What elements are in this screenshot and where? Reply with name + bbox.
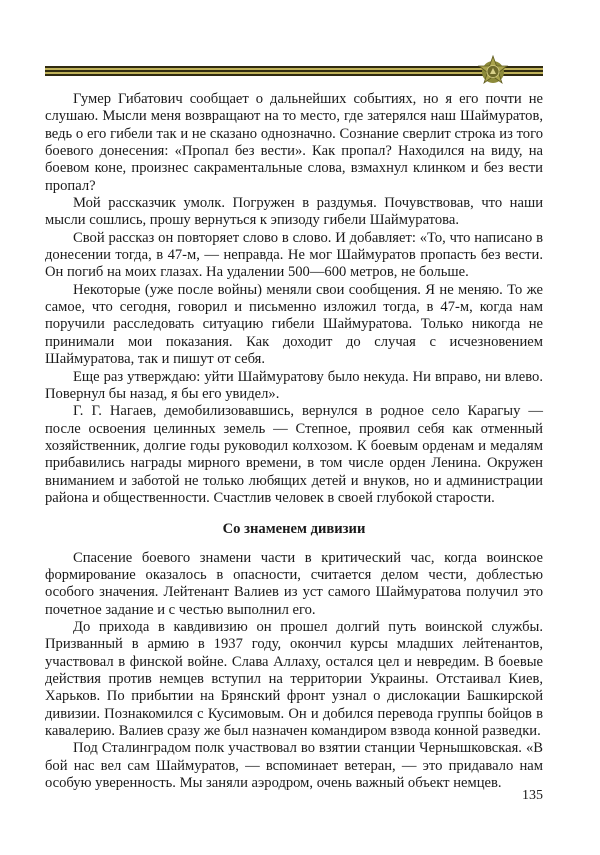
order-star-icon [477, 55, 509, 87]
paragraph: Под Сталинградом полк участвовал во взятии станции Чернышковская. «В бой нас вел сам Шаймуратов, — вспоминает ветеран, — это придавало нам особую уверенность. Мы заняли аэродром, очень важный объект немцев. [45, 740, 543, 792]
paragraph: Г. Г. Нагаев, демобилизовавшись, вернулся в родное село Карагыу — после освоения целинных земель — Степное, проявил себя как отменный хозяйственник, долгие годы руководил колхозом. К боевым орденам и медалям прибавились награды мирного времени, в том числе орден Ленина. Окружен вниманием и заботой не только любящих детей и внуков, но и администрации района и общественности. Счастлив человек в своей глубокой старости. [45, 403, 543, 506]
paragraph: Спасение боевого знамени части в критический час, когда воинское формирование оказалось в опасности, считается делом чести, доблестью особого значения. Лейтенант Валиев из уст самого Шаймуратова получил это почетное задание и с честью выполнил его. [45, 549, 543, 618]
paragraph: Еще раз утверждаю: уйти Шаймуратову было некуда. Ни вправо, ни влево. Повернул бы назад, я бы его увидел». [45, 368, 543, 402]
section-heading: Со знаменем дивизии [222, 521, 366, 538]
body-text [45, 91, 543, 792]
paragraph: Некоторые (уже после войны) меняли свои сообщения. Я не меняю. То же самое, что сегодня, говорил и письменно изложил тогда, в 47-м, когда нам поручили расследовать ситуацию гибели Шаймуратова. Только никогда не принимали мои показания. Как доходит до случая с исчезновением Шаймуратова, так и пишут от себя. [45, 281, 543, 368]
page-number: 135 [522, 788, 543, 803]
paragraph: До прихода в кавдивизию он прошел долгий путь воинской службы. Призванный в армию в 1937 году, окончил курсы младших лейтенантов, участвовал в финской войне. Слава Аллаху, остался цел и невредим. В боевые действия против немцев вступил на территории Украины. Отстаивал Киев, Харьков. По прибытии на Брянский фронт узнал о дислокации Башкирской дивизии. Познакомился с Кусимовым. Он и добился перевода группы бойцов в кавалерию. Валиев сразу же был назначен командиром взвода конной разведки. [45, 618, 543, 740]
paragraph: Свой рассказ он повторяет слово в слово. И добавляет: «То, что написано в донесении тогда, в 47-м, — неправда. Не мог Шаймуратов пропасть без вести. Он погиб на моих глазах. На удалении 500—600 метров, не больше. [45, 229, 543, 281]
paragraph: Мой рассказчик умолк. Погружен в раздумья. Почувствовав, что наши мысли сошлись, прошу вернуться к эпизоду гибели Шаймуратова. [45, 195, 543, 229]
st-george-ribbon-divider [45, 66, 543, 76]
paragraph: Гумер Гибатович сообщает о дальнейших событиях, но я его почти не слушаю. Мысли меня возвращают на то место, где затерялся наш Шаймуратов, ведь о его гибели так и не сказано однозначно. Сознание сверлит строка из того боевого донесения: «Пропал без вести». Как пропал? Находился на виду, на боевом коне, произнес сакраментальные слова, взмахнул клинком и без вести пропал? [45, 91, 543, 194]
